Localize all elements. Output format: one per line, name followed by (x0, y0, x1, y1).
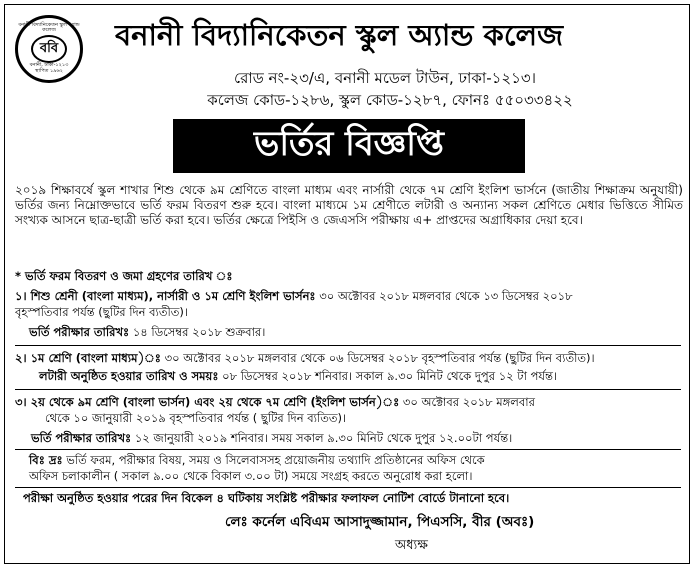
item1-exam-label: ভর্তি পরীক্ষার তারিখঃ (29, 325, 130, 339)
logo-ring-bottom-line1: বনানী, ঢাকা-১২১৩ (29, 62, 69, 68)
divider (15, 389, 681, 390)
notice-sheet (4, 4, 690, 564)
signature-name: লেঃ কর্নেল এবিএম আসাদুজ্জামান, পিএসসি, বীর (অবঃ) (225, 514, 535, 530)
admission-notice-banner: ভর্তির বিজ্ঞপ্তি (173, 119, 525, 173)
item1-text2: বৃহস্পতিবার পর্যন্ত (ছুটির দিন ব্যতীত)। (15, 305, 189, 319)
intro-paragraph (15, 183, 683, 228)
item2-line (15, 351, 595, 365)
item3-exam-label: ভর্তি পরীক্ষার তারিখঃ (31, 431, 132, 445)
logo-ring-bottom (18, 62, 80, 74)
item2-lottery-label: লটারী অনুষ্ঠিত হওয়ার তারিখ ও সময়ঃ (39, 369, 219, 383)
note-label: বিঃ দ্রঃ (29, 453, 63, 467)
item1-line (15, 289, 573, 303)
divider (15, 487, 681, 488)
item2-text: ৩০ অক্টোবর ২০১৮ মঙ্গলবার থেকে ০৬ ডিসেম্বর ২০১৮ বৃহস্পতিবার পর্যন্ত (ছুটির দিন ব্যতীত)। (160, 351, 595, 365)
result-notice: পরীক্ষা অনুষ্ঠিত হওয়ার পরের দিন বিকেল ৪ ঘটিকায় সংশ্লিষ্ট পরীক্ষার ফলাফল নোটিশ বোর্ডে টানানো হবে। (23, 491, 510, 505)
school-codes: কলেজ কোড-১২৮৬, স্কুল কোড-১২৮৭, ফোনঃ ৫৫০৩৩৪২২ (207, 91, 573, 109)
school-title: বনানী বিদ্যানিকেতন স্কুল অ্যান্ড কলেজ (115, 18, 564, 52)
divider (15, 345, 681, 346)
item3-text2: থেকে ১০ জানুয়ারী ২০১৯ বৃহস্পতিবার পর্যন্ত ( ছুটির দিন ব্যতিত)। (45, 411, 347, 425)
item3-label: ৩। ২য় থেকে ৯ম শ্রেণি (বাংলা ভার্সন) এবং ২য় থেকে ৭ম শ্রেণি (ইংলিশ ভার্সন)ঃ (15, 395, 400, 409)
item1-exam-line (29, 325, 265, 339)
item2-lottery-line (39, 369, 557, 383)
note-text2: অফিস চলাকালীন ( সকাল ৯.০০ থেকে বিকাল ৩.০০ টা) সময়ে সংগ্রহ করতে অনুরোধ করা হলো। (29, 469, 473, 483)
item2-label: ২। ১ম শ্রেণি (বাংলা মাধ্যম)ঃ (15, 351, 161, 365)
signature-designation: অধ্যক্ষ (395, 538, 428, 553)
item3-exam-text: ১২ জানুয়ারী ২০১৯ শনিবার। সময় সকাল ৯.৩০ মিনিট থেকে দুপুর ১২.০০টা পর্যন্ত। (131, 431, 513, 445)
note-line (29, 453, 485, 467)
item3-exam-line (31, 431, 512, 445)
note-text: ভর্তি ফরম, পরীক্ষার বিষয়, সময় ও সিলেবাসসহ প্রয়োজনীয় তথ্যাদি প্রতিষ্ঠানের অফিস থেকে (62, 453, 485, 467)
logo-ring-text: বনানী বিদ্যানিকেতন স্কুল অ্যান্ড কলেজ (18, 22, 80, 33)
intro-text: ২০১৯ শিক্ষাবর্ষে স্কুল শাখার শিশু থেকে ৯ম শ্রেণিতে বাংলা মাধ্যম এবং নার্সারী থেকে ৭ম শ্রেণি ইংলিশ ভার্সনে (জাতীয় শিক্ষাক্রম অনুযায়ী) ভর্তির জন্য নিম্নোক্তভাবে ভর্তি ফরম বিতরণ শুরু হবে। বাংলা মাধ্যমে ১ম শ্রেণীতে লটারী ও অন্যান্য সকল শ্রেণিতে মেধার ভিত্তিতে সীমিত সংখ্যক আসনে ছাত্র-ছাত্রী ভর্তি করা হবে। ভর্তির ক্ষেত্রে পিইসি ও জেএসসি পরীক্ষায় এ+ প্রাপ্তদের অগ্রাধিকার দেয়া হবে। (15, 183, 683, 227)
item1-exam-text: ১৪ ডিসেম্বর ২০১৮ শুক্রবার। (129, 325, 266, 339)
section-heading: * ভর্তি ফরম বিতরণ ও জমা গ্রহণের তারিখ ঃ (15, 269, 233, 283)
item1-label: ১। শিশু শ্রেনী (বাংলা মাধ্যম), নার্সারী ও ১ম শ্রেণি ইংলিশ ভার্সনঃ (15, 289, 316, 303)
item1-text: ৩০ অক্টোবর ২০১৮ মঙ্গলবার থেকে ১৩ ডিসেম্বর ২০১৮ (315, 289, 573, 303)
item3-text: ৩০ অক্টোবর ২০১৮ মঙ্গলবার (399, 395, 535, 409)
logo-monogram: ববি (31, 35, 67, 63)
school-address: রোড নং-২৩/এ, বনানী মডেল টাউন, ঢাকা-১২১৩। (234, 69, 536, 87)
item3-line (15, 395, 535, 409)
logo-ring-bottom-line2: স্থাপিত ১৯৬২ (35, 68, 63, 74)
divider (15, 449, 681, 450)
school-logo (15, 15, 83, 83)
item2-lottery-text: ০৮ ডিসেম্বর ২০১৮ শনিবার। সকাল ৯.৩০ মিনিট থেকে দুপুর ১২ টা পর্যন্ত। (218, 369, 558, 383)
